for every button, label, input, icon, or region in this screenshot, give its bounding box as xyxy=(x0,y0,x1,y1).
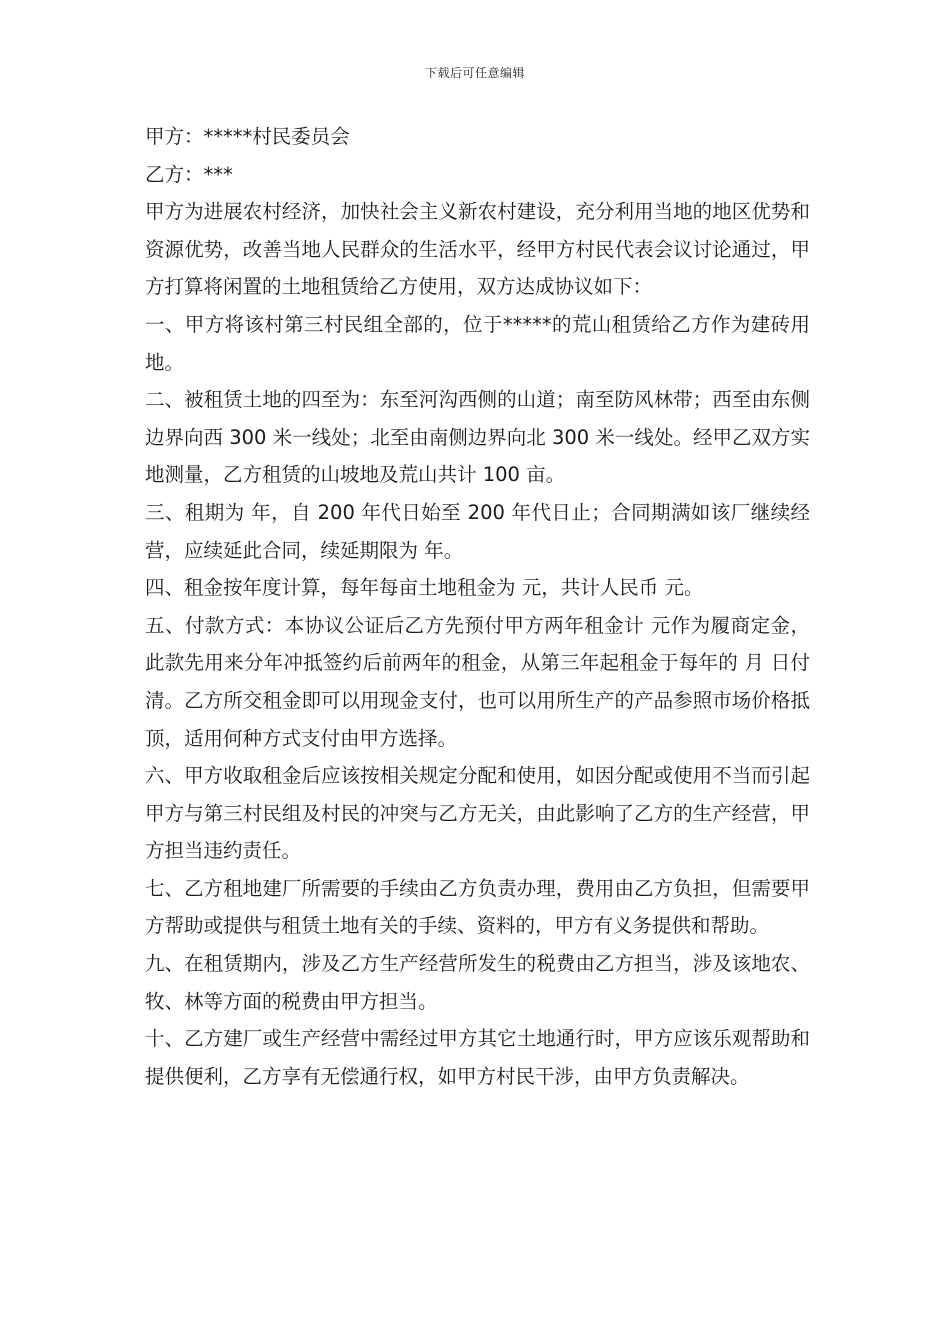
clause-9: 九、在租赁期内，涉及乙方生产经营所发生的税费由乙方担当，涉及该地农、牧、林等方面的税费由甲方担当。 xyxy=(145,952,810,1013)
clause-10: 十、乙方建厂或生产经营中需经过甲方其它土地通行时，甲方应该乐观帮助和提供便利，乙方享有无偿通行权，如甲方村民干涉，由甲方负责解决。 xyxy=(145,1027,810,1088)
clause-1: 一、甲方将该村第三村民组全部的，位于*****的荒山租赁给乙方作为建砖用地。 xyxy=(145,312,810,374)
party-a-line: 甲方：*****村民委员会 xyxy=(145,125,350,148)
party-b-line: 乙方：*** xyxy=(145,162,233,186)
clause-6: 六、甲方收取租金后应该按相关规定分配和使用，如因分配或使用不当而引起甲方与第三村民组及村民的冲突与乙方无关，由此影响了乙方的生产经营，甲方担当违约责任。 xyxy=(145,764,810,863)
clause-5: 五、付款方式：本协议公证后乙方先预付甲方两年租金计 元作为履商定金，此款先用来分年冲抵签约后前两年的租金，从第三年起租金于每年的 月 日付清。乙方所交租金即可以用现金支付，也可以用所生产的产品参照市场价格抵顶，适用何种方式支付由甲方选择。 xyxy=(145,613,810,750)
page-header: 下载后可任意编辑 xyxy=(424,66,525,80)
clause-2: 二、被租赁土地的四至为：东至河沟西侧的山道；南至防风林带；西至由东侧边界向西 300 米一线处；北至由南侧边界向北 300 米一线处。经甲乙双方实地测量，乙方租赁的山坡地及荒山共计 100 亩。 xyxy=(145,388,810,487)
clause-7: 七、乙方租地建厂所需要的手续由乙方负责办理，费用由乙方负担，但需要甲方帮助或提供与租赁土地有关的手续、资料的，甲方有义务提供和帮助。 xyxy=(145,876,810,938)
clause-3: 三、租期为 年，自 200 年代日始至 200 年代日止；合同期满如该厂继续经营，应续延此合同，续延期限为 年。 xyxy=(145,500,810,562)
clause-4: 四、租金按年度计算，每年每亩土地租金为 元，共计人民币 元。 xyxy=(145,576,704,600)
preamble-paragraph: 甲方为进展农村经济，加快社会主义新农村建设，充分利用当地的地区优势和资源优势，改善当地人民群众的生活水平，经甲方村民代表会议讨论通过，甲方打算将闲置的土地租赁给乙方使用，双方达成协议如下： xyxy=(145,200,810,299)
document-body xyxy=(145,118,810,1095)
